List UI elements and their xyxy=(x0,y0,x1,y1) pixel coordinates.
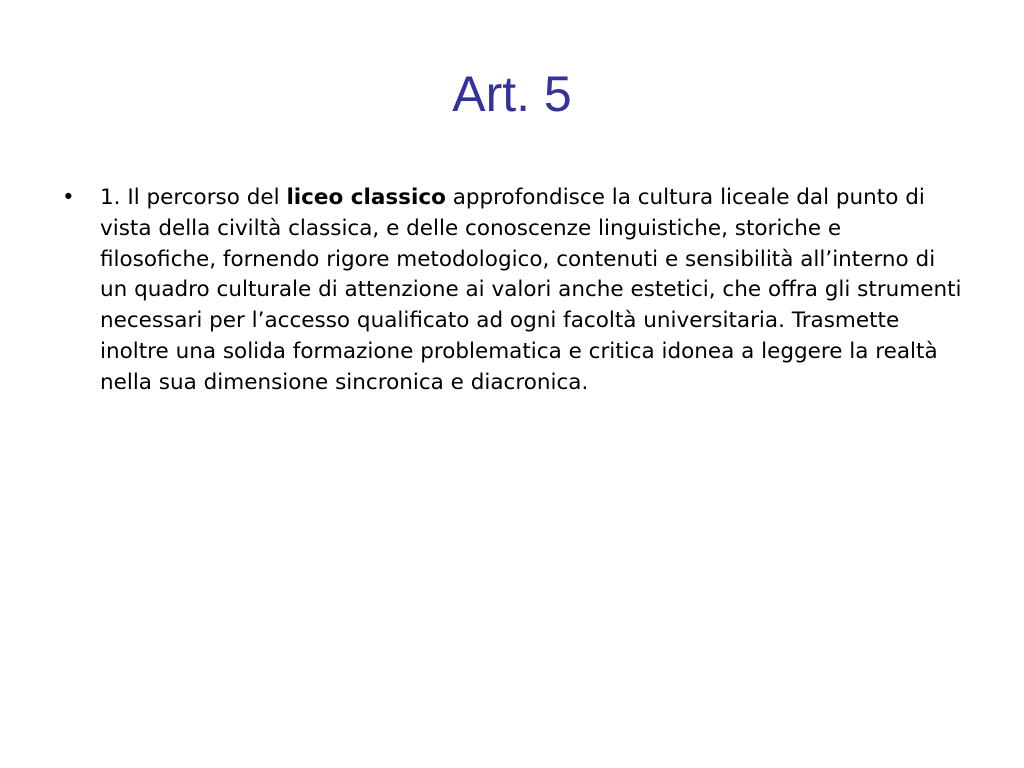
bullet-icon: • xyxy=(62,185,75,210)
list-item xyxy=(62,183,962,399)
slide-title: Art. 5 xyxy=(452,66,572,122)
bullet-text-body: approfondisce la cultura liceale dal punto di vista della civiltà classica, e delle conoscenze linguistiche, storiche e filosofiche, fornendo rigore metodologico, contenuti e sensibilità all’interno di un quadro culturale di attenzione ai valori anche estetici, che offra gli strumenti necessari per l’accesso qualificato ad ogni facoltà universitaria. Trasmette inoltre una solida formazione problematica e critica idonea a leggere la realtà nella sua dimensione sincronica e diacronica. xyxy=(100,185,962,395)
bullet-list xyxy=(62,183,962,399)
bullet-text-intro: 1. Il percorso del xyxy=(100,185,287,210)
bullet-text-emphasis: liceo classico xyxy=(286,185,446,210)
